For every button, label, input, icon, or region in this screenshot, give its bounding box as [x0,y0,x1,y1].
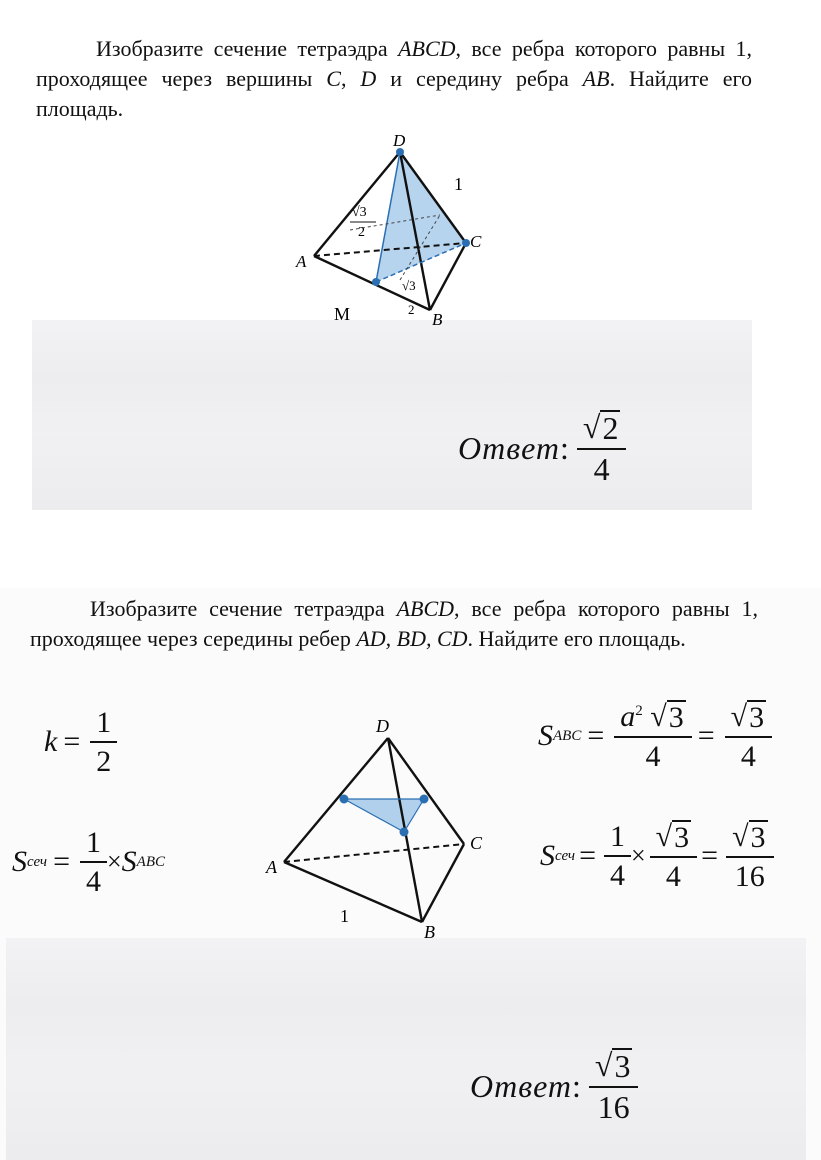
label-edge-1: 1 [340,906,349,926]
radicand-3-b: 3 [749,701,765,734]
s-sec-value-times: × [631,841,646,871]
answer1-numerator [577,410,627,450]
s-abc-numerator-2 [725,700,772,738]
problem1-edge-ab: AB [582,66,610,91]
s-sec-value-num1: 1 [604,820,631,857]
section-triangle-midpoints [344,799,424,832]
problem1-vertex-d: D [360,66,377,91]
s-sec-times: × [107,847,122,876]
sqrt-3-c: √ 3 [655,820,690,854]
problem2-tetra-name: ABCD [396,596,455,621]
s-sec-value-den3: 16 [734,859,765,893]
radicand-3-d: 3 [750,821,766,854]
answer2-numerator [589,1048,639,1088]
label-a: A [266,857,277,877]
label-c: C [470,833,483,853]
label-sqrt3-bottom: √3 [402,278,416,293]
problem1-text-mid2: и середину ребра [376,66,583,91]
label-2-bottom: 2 [408,302,415,317]
s-symbol: S [12,845,27,878]
edge-ab [284,862,422,922]
blurred-region [6,938,806,1160]
label-b: B [424,922,435,942]
problem1-text-mid1: , все ребра которого равны 1, проходящее через вершины [36,36,752,91]
k-numerator: 1 [90,706,117,743]
s-sec-value-num2 [650,820,697,858]
answer1-colon: : [560,429,569,466]
radicand-3-a: 3 [668,701,684,734]
s-abc-eq: = [587,719,605,753]
s2-sub: ABC [136,853,166,870]
s-sec-eq: = [53,845,70,878]
label-m: M [334,304,351,324]
s-sec-value-fraction-1 [604,820,631,892]
a-power: 2 [635,703,643,719]
sqrt-3-b: √ 3 [730,700,765,734]
point-mid-cd [420,795,429,804]
answer2-colon: : [572,1067,581,1104]
s-sec-value-symbol: S [540,839,555,873]
s-sub: сеч [27,853,48,870]
s-abc-eq2: = [697,719,715,753]
problem2-text-end: . Найдите его площадь. [467,626,686,651]
s-abc-symbol: S [538,719,553,753]
s-sec-value-sub: сеч [555,847,576,864]
problem2-text-mid1: , все ребра которого равны 1, проходящее через середины ребер [30,596,758,651]
label-a: A [296,252,307,271]
problem1-vertex-c: C [326,66,341,91]
tetrahedron-figure-2 [262,716,502,946]
s-sec-value-num3 [726,820,773,858]
answer2-fraction [589,1048,639,1125]
problem1-text-intro: Изобразите сечение тетраэдра [96,36,399,61]
label-edge-1: 1 [454,174,463,194]
problem2-edges: AD, BD, CD [356,626,468,651]
label-d: D [376,716,389,736]
answer2-denominator: 16 [597,1088,630,1125]
s-abc-formula [538,700,772,773]
answer1-radicand: 2 [602,410,619,446]
answer1-label: Ответ [458,429,560,466]
s-sec-value-fraction-2 [650,820,697,893]
s-abc-denominator-2: 4 [740,739,756,773]
a-symbol: a [620,700,636,733]
point-m [372,278,380,286]
s-sec-value-formula [540,820,774,893]
k-symbol: k [44,725,58,758]
problem1-panel [0,0,821,560]
k-denominator: 2 [96,745,112,778]
s-sec-fraction [80,826,107,898]
answer2 [470,1048,638,1125]
answer2-label: Ответ [470,1067,572,1104]
label-2-top: 2 [358,225,365,240]
k-fraction [90,706,117,778]
point-mid-ad [340,795,349,804]
radicand-3-c: 3 [674,821,690,854]
problem1-tetra-name: ABCD [398,36,456,61]
s-abc-fraction-2 [725,700,772,773]
answer2-sqrt: √ 3 [594,1047,631,1084]
s2-symbol: S [121,845,137,878]
s-sec-denominator: 4 [86,865,101,898]
label-d: D [393,131,406,150]
answer2-radicand: 3 [614,1048,631,1084]
problem1-comma: , [340,66,361,91]
s-sec-value-fraction-3 [726,820,773,893]
s-abc-sub: ABC [553,727,582,744]
answer1-denominator: 4 [593,450,610,487]
blurred-region [32,320,752,510]
tetrahedron-figure-1 [290,130,500,330]
k-eq: = [63,725,81,758]
s-sec-value-eq: = [579,839,596,873]
s-abc-denominator-1: 4 [645,739,661,773]
label-c: C [470,232,482,251]
problem2-text [30,594,758,654]
label-b: B [432,310,443,329]
sqrt-3-a: √ 3 [650,700,684,734]
problem1-text-end: . Найдите его площадь. [36,66,752,121]
edge-ac-hidden [284,844,464,862]
problem1-text [36,34,752,124]
answer1 [458,410,626,487]
problem2-text-intro: Изобразите сечение тетраэдра [90,596,397,621]
k-formula [44,706,117,778]
answer1-fraction [577,410,627,487]
s-abc-fraction-1 [614,700,691,773]
point-c [462,239,470,247]
point-mid-bd [400,828,409,837]
edge-bc [422,844,464,922]
s-sec-formula [12,826,165,898]
answer1-sqrt: √ 2 [582,409,619,446]
s-sec-value-den2: 4 [665,859,681,893]
s-sec-value-eq2: = [701,839,719,873]
sqrt-3-d: √ 3 [732,820,766,854]
s-sec-numerator: 1 [80,826,107,863]
label-sqrt3-top: √3 [352,205,367,220]
s-sec-value-den1: 4 [610,859,625,893]
s-abc-numerator-1 [614,700,691,738]
problem2-panel [0,588,821,1160]
